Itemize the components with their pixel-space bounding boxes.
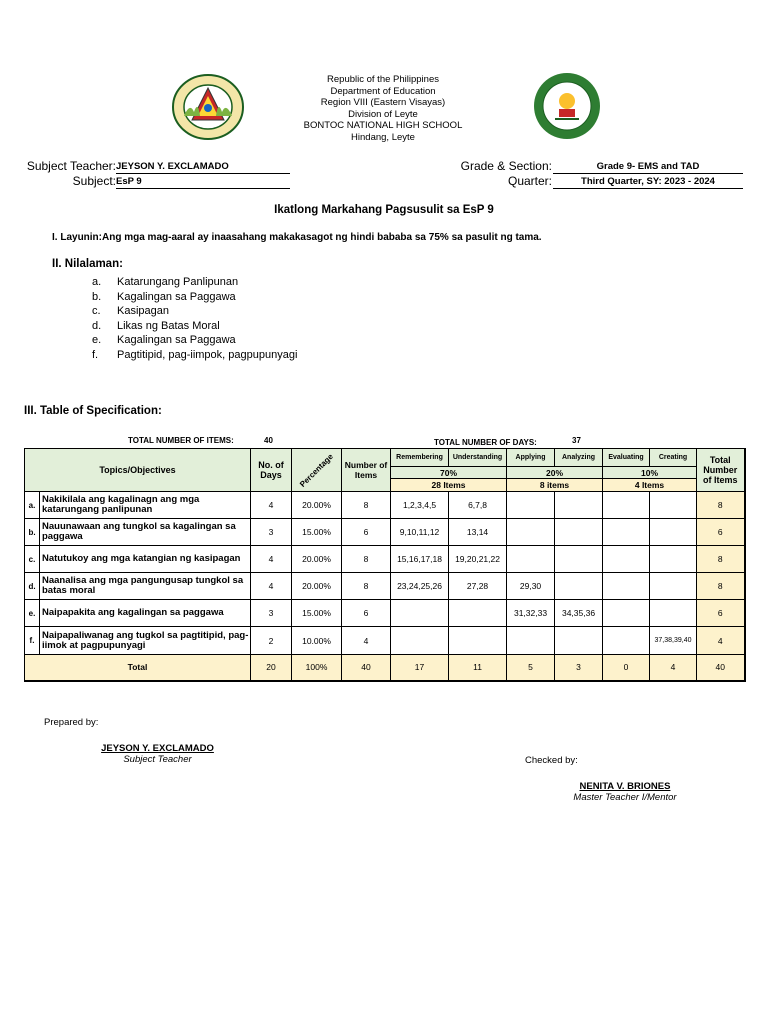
- row-eva: [603, 492, 650, 519]
- header-percentage: [292, 449, 342, 492]
- row-total: 8: [697, 492, 745, 519]
- pct-lower: 70%: [391, 467, 507, 479]
- header-applying: Applying: [507, 449, 555, 467]
- topic-list: [92, 275, 297, 362]
- row-letter: c.: [25, 546, 40, 573]
- row-letter: a.: [25, 492, 40, 519]
- school-seal: [527, 71, 603, 141]
- row-topic: Naanalisa ang mga pangungusap tungkol sa batas moral: [40, 573, 251, 600]
- list-text: Katarungang Panlipunan: [117, 276, 239, 288]
- tos-table: [24, 448, 746, 682]
- list-letter: d.: [92, 319, 102, 332]
- row-app: [507, 519, 555, 546]
- row-days: 4: [251, 546, 292, 573]
- row-letter: f.: [25, 627, 40, 655]
- row-topic: Nauunawaan ang tungkol sa kagalingan sa paggawa: [40, 519, 251, 546]
- list-item: [92, 275, 297, 290]
- row-pct: 15.00%: [292, 519, 342, 546]
- total-days: 20: [251, 655, 292, 681]
- row-app: 29,30: [507, 573, 555, 600]
- header-line: Division of Leyte: [348, 108, 418, 120]
- row-cre: [650, 492, 697, 519]
- checked-name: NENITA V. BRIONES: [579, 781, 671, 792]
- row-pct: 20.00%: [292, 546, 342, 573]
- list-text: Likas ng Batas Moral: [117, 319, 220, 332]
- row-eva: [603, 627, 650, 655]
- quarter-label: Quarter:: [507, 174, 552, 188]
- row-topic: Natutukoy ang mga katangian ng kasipagan: [40, 546, 251, 573]
- row-items: 8: [342, 546, 391, 573]
- items-lower: 28 Items: [391, 479, 507, 492]
- checked-label: Checked by:: [525, 755, 578, 766]
- row-cre: [650, 600, 697, 627]
- checked-role: Master Teacher I/Mentor: [573, 792, 677, 803]
- subject-value: EsP 9: [116, 175, 290, 189]
- row-total: 6: [697, 519, 745, 546]
- row-total: 6: [697, 600, 745, 627]
- header-understanding: Understanding: [449, 449, 507, 467]
- items-middle: 8 items: [507, 479, 603, 492]
- exam-title: Ikatlong Markahang Pagsusulit sa EsP 9: [274, 204, 494, 216]
- tos-heading: III. Table of Specification:: [24, 405, 162, 417]
- total-total: 40: [697, 655, 745, 681]
- row-topic: Naipapaliwanag ang tugkol sa pagtitipid, pag-iimok at pagpupunyagi: [40, 627, 251, 655]
- table-row: [25, 600, 745, 627]
- row-eva: [603, 573, 650, 600]
- row-und: 19,20,21,22: [449, 546, 507, 573]
- row-pct: 20.00%: [292, 573, 342, 600]
- row-letter: e.: [25, 600, 40, 627]
- header-creating: Creating: [650, 449, 697, 467]
- row-days: 3: [251, 600, 292, 627]
- row-eva: [603, 519, 650, 546]
- header-line: Republic of the Philippines: [327, 74, 439, 85]
- total-ana: 3: [555, 655, 603, 681]
- objective: I. Layunin:Ang mga mag-aaral ay inaasahang makakasagot ng hindi bababa sa 75% sa pasulit ng tama.: [52, 232, 542, 243]
- header-line: BONTOC NATIONAL HIGH SCHOOL: [303, 120, 463, 131]
- row-pct: 10.00%: [292, 627, 342, 655]
- row-app: 31,32,33: [507, 600, 555, 627]
- row-eva: [603, 546, 650, 573]
- row-cre: [650, 519, 697, 546]
- header-items: Number of Items: [342, 449, 391, 492]
- list-item: [92, 348, 297, 363]
- row-cre: [650, 573, 697, 600]
- total-cre: 4: [650, 655, 697, 681]
- row-und: 27,28: [449, 573, 507, 600]
- prepared-role: Subject Teacher: [123, 754, 192, 765]
- items-higher: 4 Items: [603, 479, 697, 492]
- teacher-label: Subject Teacher:: [26, 159, 116, 173]
- list-item: [92, 333, 297, 348]
- total-items: 40: [342, 655, 391, 681]
- row-ana: [555, 573, 603, 600]
- content-heading: II. Nilalaman:: [52, 258, 123, 270]
- list-item: [92, 290, 297, 305]
- pct-middle: 20%: [507, 467, 603, 479]
- prepared-name: JEYSON Y. EXCLAMADO: [101, 743, 214, 754]
- header-topics: Topics/Objectives: [25, 449, 251, 492]
- row-cre: 37,38,39,40: [650, 627, 697, 655]
- total-items-value: 40: [264, 436, 273, 445]
- row-days: 4: [251, 573, 292, 600]
- table-row: [25, 573, 745, 600]
- total-rem: 17: [391, 655, 449, 681]
- row-topic: Naipapakita ang kagalingan sa paggawa: [40, 600, 251, 627]
- row-pct: 20.00%: [292, 492, 342, 519]
- row-app: [507, 492, 555, 519]
- row-days: 3: [251, 519, 292, 546]
- row-topic: Nakikilala ang kagalinagn ang mga katarungang panlipunan: [40, 492, 251, 519]
- list-letter: b.: [92, 290, 102, 303]
- list-letter: c.: [92, 305, 101, 317]
- teacher-value: JEYSON Y. EXCLAMADO: [116, 160, 290, 174]
- row-rem: [391, 627, 449, 655]
- row-items: 4: [342, 627, 391, 655]
- row-rem: [391, 600, 449, 627]
- row-items: 8: [342, 573, 391, 600]
- total-app: 5: [507, 655, 555, 681]
- header-evaluating: Evaluating: [603, 449, 650, 467]
- total-days-value: 37: [572, 436, 581, 445]
- header-line: Hindang, Leyte: [351, 131, 415, 143]
- row-letter: d.: [25, 573, 40, 600]
- row-days: 4: [251, 492, 292, 519]
- row-rem: 9,10,11,12: [391, 519, 449, 546]
- prepared-label: Prepared by:: [44, 717, 99, 728]
- header-analyzing: Analyzing: [555, 449, 603, 467]
- list-letter: a.: [92, 276, 102, 288]
- total-pct: 100%: [292, 655, 342, 681]
- subject-label: Subject:: [72, 174, 116, 188]
- row-rem: 15,16,17,18: [391, 546, 449, 573]
- division-logo: [170, 72, 246, 142]
- row-pct: 15.00%: [292, 600, 342, 627]
- list-text: Kagalingan sa Paggawa: [117, 290, 236, 303]
- row-letter: b.: [25, 519, 40, 546]
- row-eva: [603, 600, 650, 627]
- row-items: 8: [342, 492, 391, 519]
- percentage-label: Percentage: [298, 451, 335, 489]
- row-rem: 1,2,3,4,5: [391, 492, 449, 519]
- quarter-value: Third Quarter, SY: 2023 - 2024: [553, 175, 743, 189]
- row-und: 13,14: [449, 519, 507, 546]
- table-row: [25, 627, 745, 655]
- total-label: Total: [25, 655, 251, 681]
- table-row: [25, 546, 745, 573]
- row-items: 6: [342, 519, 391, 546]
- header-line: Department of Education: [330, 85, 436, 97]
- list-item: [92, 319, 297, 334]
- header-line: Region VIII (Eastern Visayas): [320, 97, 446, 108]
- row-und: [449, 600, 507, 627]
- header-remembering: Remembering: [391, 449, 449, 467]
- table-row: [25, 519, 745, 546]
- grade-label: Grade & Section:: [460, 159, 552, 173]
- row-total: 8: [697, 546, 745, 573]
- row-rem: 23,24,25,26: [391, 573, 449, 600]
- school-header: [250, 74, 516, 143]
- list-text: Kasipagan: [117, 305, 169, 317]
- row-und: 6,7,8: [449, 492, 507, 519]
- row-days: 2: [251, 627, 292, 655]
- list-letter: f.: [92, 348, 99, 361]
- total-row: [25, 655, 745, 681]
- list-text: Kagalingan sa Paggawa: [117, 334, 236, 346]
- total-items-label: TOTAL NUMBER OF ITEMS:: [128, 436, 234, 445]
- list-letter: e.: [92, 334, 102, 346]
- table-row: [25, 492, 745, 519]
- list-text: Pagtitipid, pag-iimpok, pagpupunyagi: [117, 348, 298, 361]
- header-total: Total Number of Items: [697, 449, 745, 492]
- row-ana: [555, 627, 603, 655]
- list-item: [92, 304, 297, 319]
- prepared-block: [97, 743, 218, 765]
- total-und: 11: [449, 655, 507, 681]
- row-items: 6: [342, 600, 391, 627]
- grade-value: Grade 9- EMS and TAD: [553, 160, 743, 174]
- row-ana: [555, 519, 603, 546]
- row-total: 4: [697, 627, 745, 655]
- row-ana: 34,35,36: [555, 600, 603, 627]
- row-app: [507, 627, 555, 655]
- pct-higher: 10%: [603, 467, 697, 479]
- total-eva: 0: [603, 655, 650, 681]
- row-ana: [555, 492, 603, 519]
- header-days: No. of Days: [251, 449, 292, 492]
- row-app: [507, 546, 555, 573]
- total-days-label: TOTAL NUMBER OF DAYS:: [434, 438, 537, 447]
- checked-block: [560, 781, 690, 803]
- row-und: [449, 627, 507, 655]
- row-ana: [555, 546, 603, 573]
- row-total: 8: [697, 573, 745, 600]
- row-cre: [650, 546, 697, 573]
